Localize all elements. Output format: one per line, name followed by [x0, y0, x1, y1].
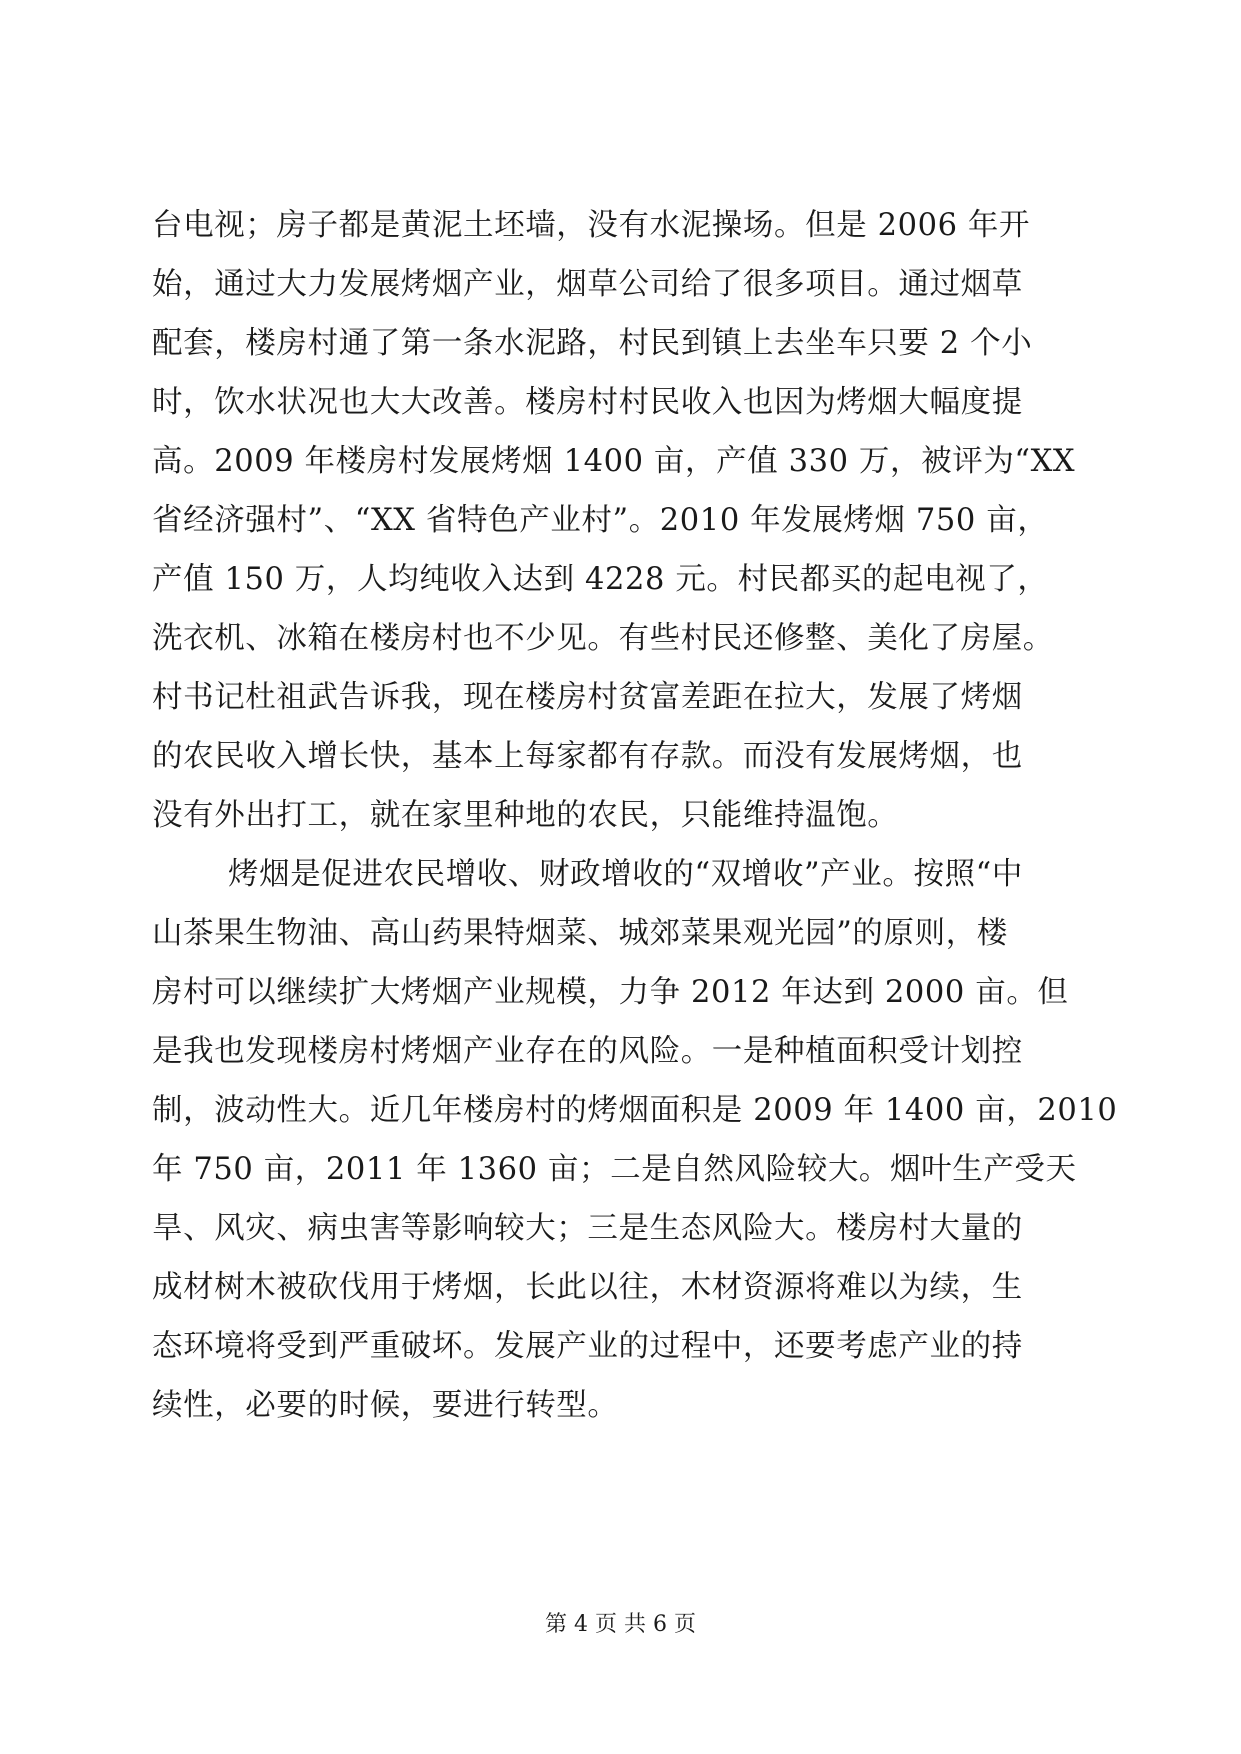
paragraph-line: 没有外出打工，就在家里种地的农民，只能维持温饱。 — [152, 798, 899, 833]
paragraph-line: 时，饮水状况也大大改善。楼房村村民收入也因为烤烟大幅度提 — [152, 385, 1023, 420]
paragraph-line: 山茶果生物油、高山药果特烟菜、城郊菜果观光园”的原则，楼 — [152, 916, 1008, 951]
paragraph-line: 产值 150 万，人均纯收入达到 4228 元。村民都买的起电视了， — [152, 562, 1049, 597]
paragraph-line: 烤烟是促进农民增收、财政增收的“双增收”产业。按照“中 — [228, 857, 1023, 892]
paragraph-line: 始，通过大力发展烤烟产业，烟草公司给了很多项目。通过烟草 — [152, 267, 1023, 302]
paragraph-line: 旱、风灾、病虫害等影响较大；三是生态风险大。楼房村大量的 — [152, 1211, 1023, 1246]
paragraph-line: 制，波动性大。近几年楼房村的烤烟面积是 2009 年 1400 亩，2010 — [152, 1093, 1118, 1128]
paragraph-line: 年 750 亩，2011 年 1360 亩；二是自然风险较大。烟叶生产受天 — [152, 1152, 1077, 1187]
paragraph-line: 洗衣机、冰箱在楼房村也不少见。有些村民还修整、美化了房屋。 — [152, 621, 1054, 656]
paragraph-line: 省经济强村”、“XX 省特色产业村”。2010 年发展烤烟 750 亩， — [152, 503, 1049, 538]
paragraph-line: 高。2009 年楼房村发展烤烟 1400 亩，产值 330 万，被评为“XX — [152, 444, 1076, 479]
paragraph-line: 村书记杜祖武告诉我，现在楼房村贫富差距在拉大，发展了烤烟 — [152, 680, 1023, 715]
paragraph-line: 的农民收入增长快，基本上每家都有存款。而没有发展烤烟，也 — [152, 739, 1023, 774]
paragraph-line: 房村可以继续扩大烤烟产业规模，力争 2012 年达到 2000 亩。但 — [152, 975, 1069, 1010]
paragraph-line: 台电视；房子都是黄泥土坯墙，没有水泥操场。但是 2006 年开 — [152, 208, 1031, 243]
page-footer — [0, 1610, 1241, 1640]
paragraph-line: 续性，必要的时候，要进行转型。 — [152, 1388, 619, 1423]
page-number: 第 4 页 共 6 页 — [545, 1612, 696, 1637]
paragraph-line: 是我也发现楼房村烤烟产业存在的风险。一是种植面积受计划控 — [152, 1034, 1023, 1069]
paragraph-line: 配套，楼房村通了第一条水泥路，村民到镇上去坐车只要 2 个小 — [152, 326, 1033, 361]
paragraph-line: 成材树木被砍伐用于烤烟，长此以往，木材资源将难以为续，生 — [152, 1270, 1023, 1305]
paragraph-line: 态环境将受到严重破坏。发展产业的过程中，还要考虑产业的持 — [152, 1329, 1023, 1364]
